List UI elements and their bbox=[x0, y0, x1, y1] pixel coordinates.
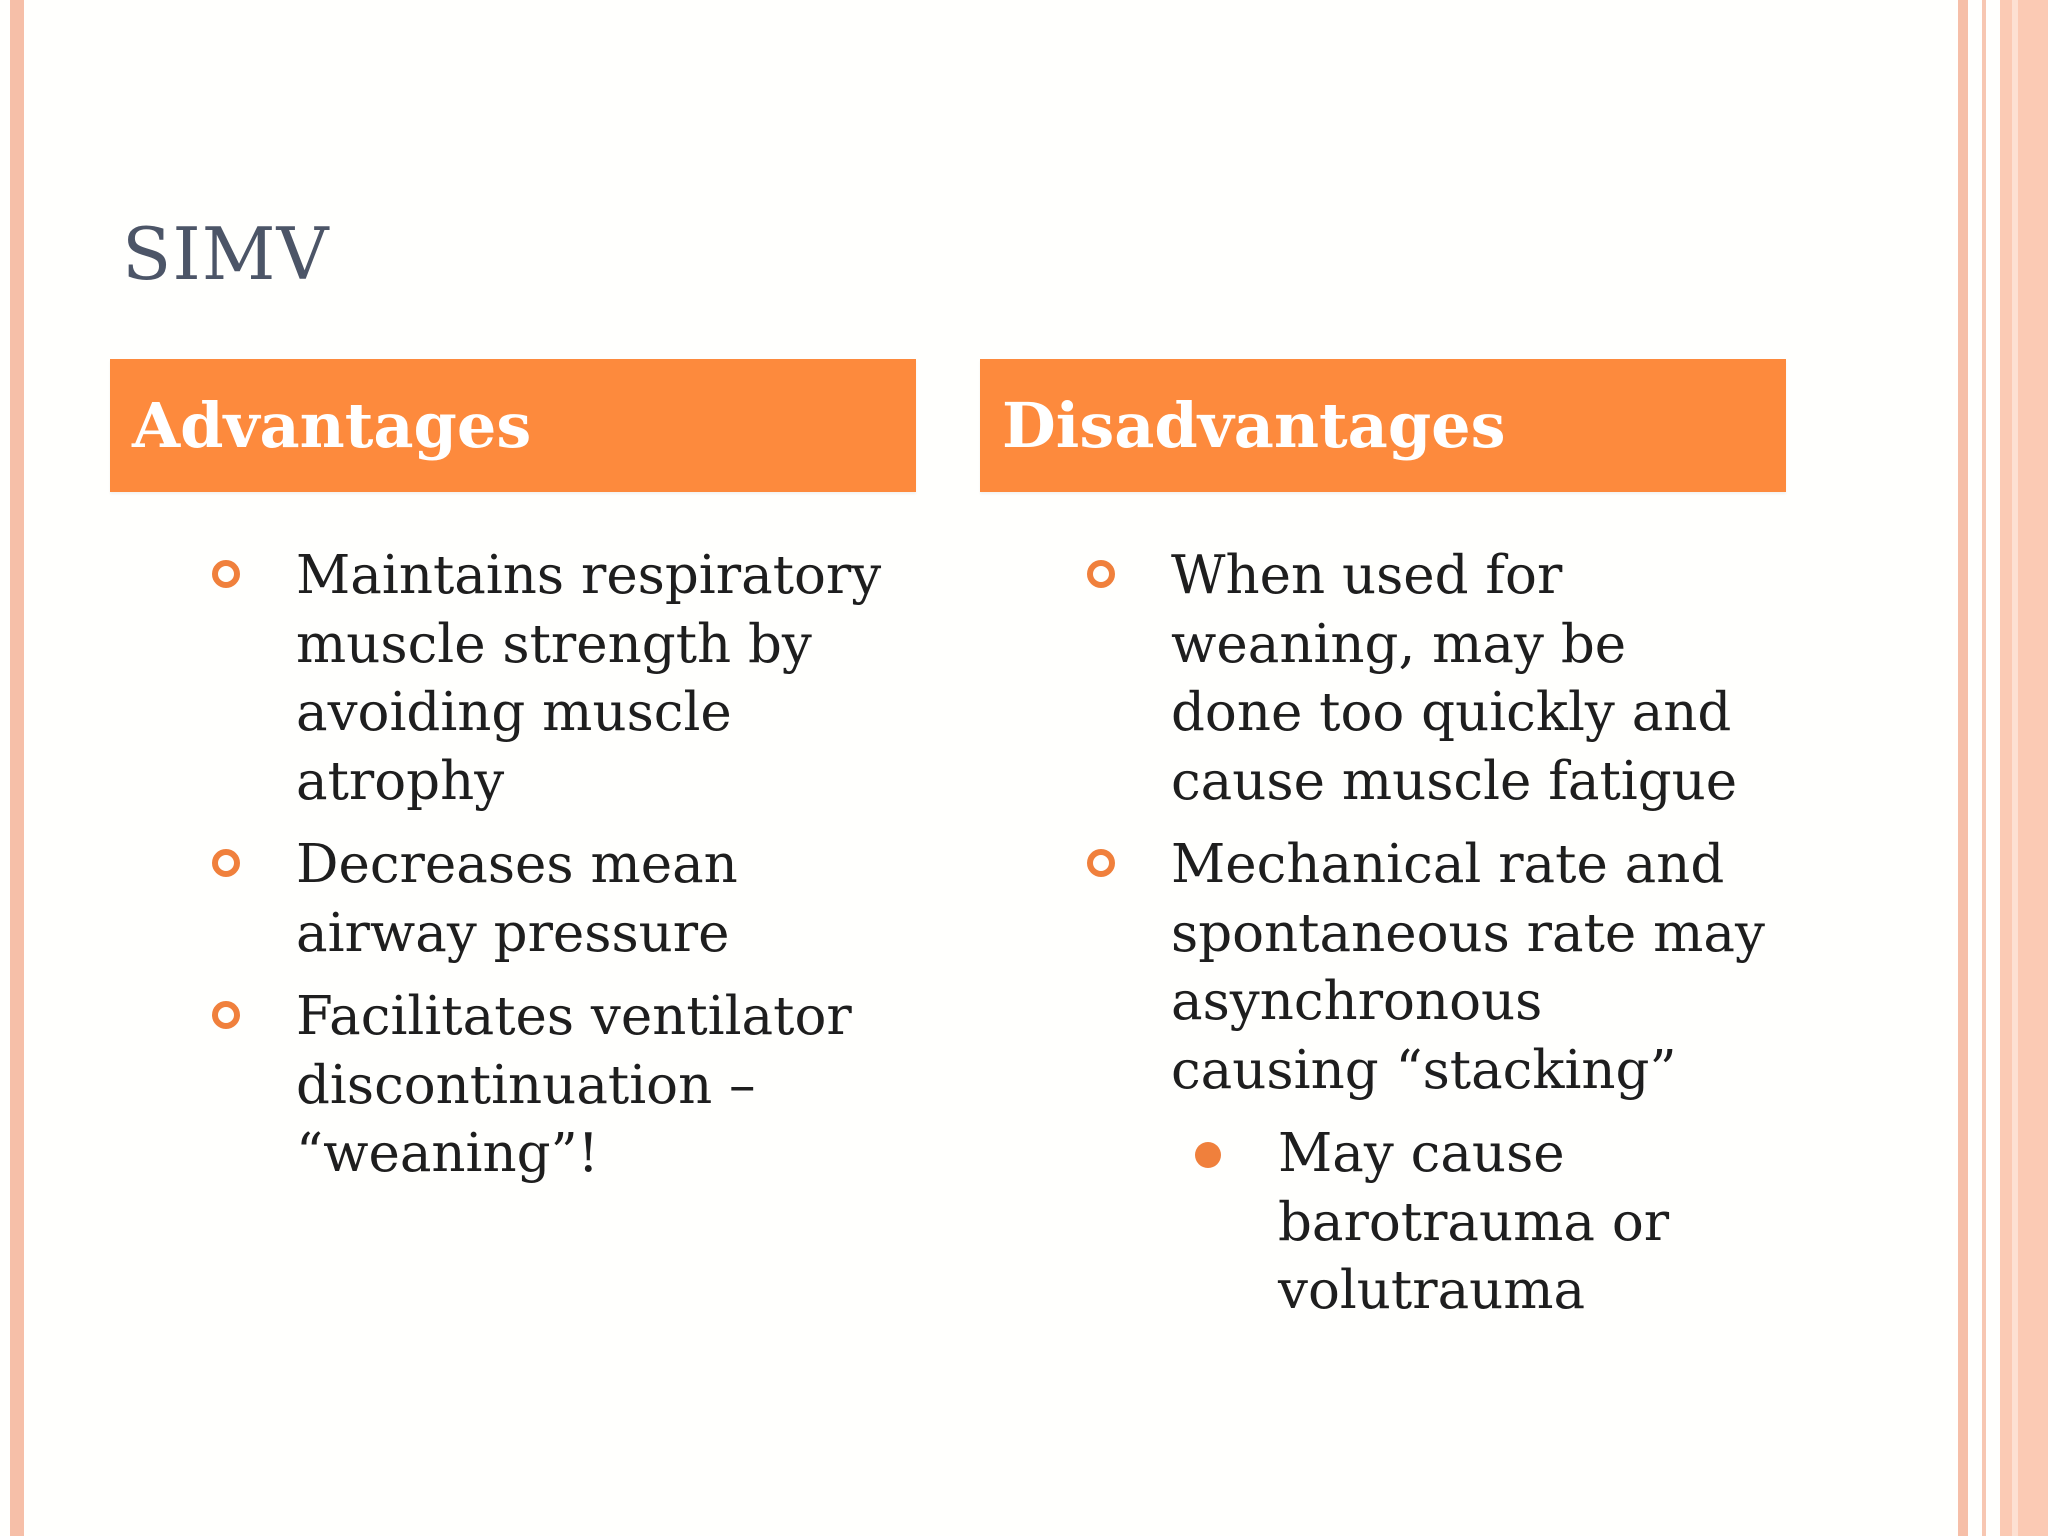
right-edge-stripe bbox=[1958, 0, 1968, 1536]
sub-list-item-text: May cause barotrauma or volutrauma bbox=[1278, 1123, 1670, 1321]
list-item bbox=[210, 542, 910, 816]
list-item bbox=[1085, 831, 1765, 1105]
left-edge-stripe bbox=[10, 0, 24, 1536]
disadvantages-list bbox=[1085, 542, 1765, 1326]
ring-bullet-icon bbox=[1087, 560, 1115, 588]
list-item-text: Maintains respiratory muscle strength by avoiding muscle atrophy bbox=[296, 545, 882, 812]
list-item-text: When used for weaning, may be done too quickly and cause muscle fatigue bbox=[1171, 545, 1738, 812]
ring-bullet-icon bbox=[212, 1001, 240, 1029]
right-edge-stripe-thin bbox=[1982, 0, 1986, 1536]
list-item-text: Facilitates ventilator discontinuation – “weaning”! bbox=[296, 986, 852, 1184]
list-item bbox=[210, 831, 910, 968]
advantages-header: Advantages bbox=[110, 359, 916, 492]
ring-bullet-icon bbox=[1087, 849, 1115, 877]
dot-bullet-icon bbox=[1195, 1142, 1221, 1168]
list-item-text: Mechanical rate and spontaneous rate may asynchronous causing “stacking” bbox=[1171, 834, 1765, 1101]
right-edge-band bbox=[2000, 0, 2048, 1536]
ring-bullet-icon bbox=[212, 560, 240, 588]
list-item bbox=[1085, 542, 1765, 816]
slide-title: SIMV bbox=[122, 212, 330, 296]
list-item bbox=[210, 983, 910, 1189]
sub-list-item bbox=[1085, 1120, 1765, 1326]
advantages-list bbox=[210, 542, 910, 1204]
ring-bullet-icon bbox=[212, 849, 240, 877]
list-item-text: Decreases mean airway pressure bbox=[296, 834, 738, 964]
disadvantages-header: Disadvantages bbox=[980, 359, 1786, 492]
